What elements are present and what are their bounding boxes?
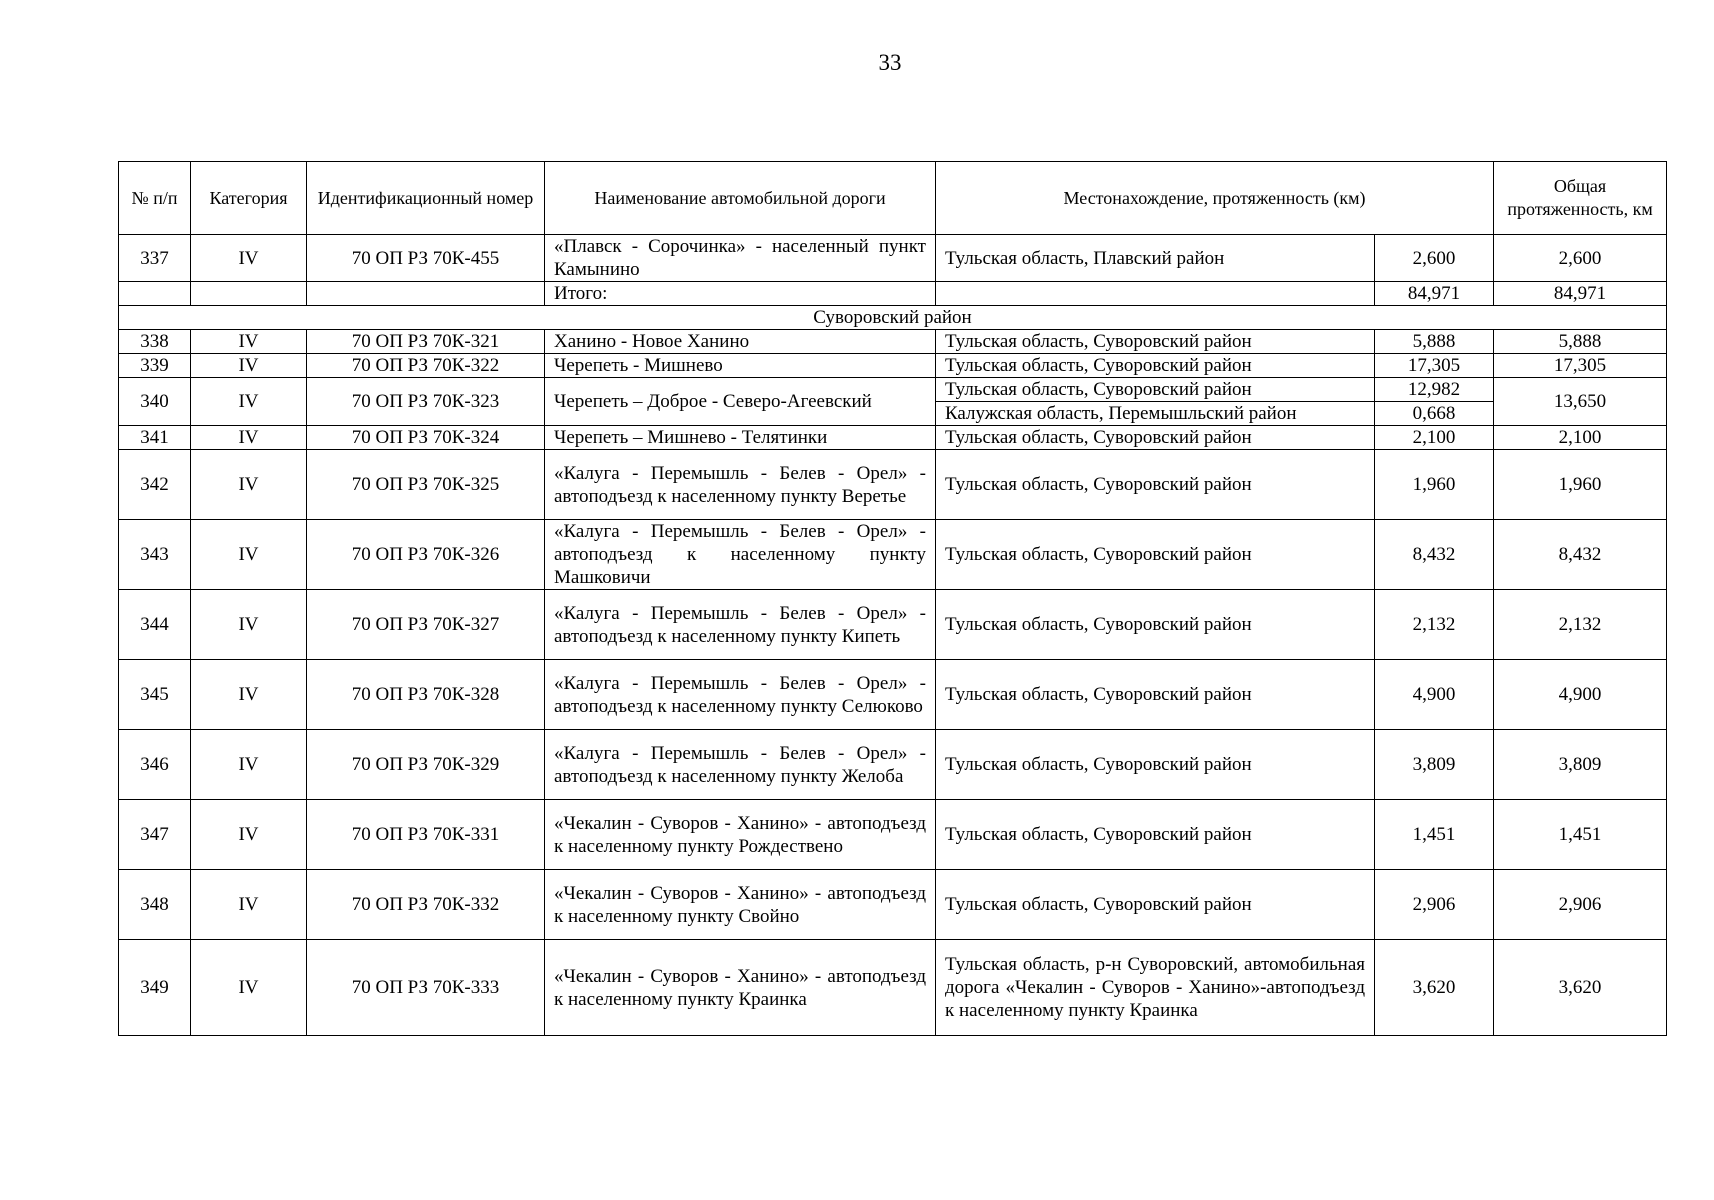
cell-category: IV [191,660,307,730]
cell-id: 70 ОП РЗ 70К-331 [307,800,545,870]
cell-category: IV [191,235,307,282]
cell-length: 1,451 [1375,800,1494,870]
cell-length: 5,888 [1375,330,1494,354]
cell-category: IV [191,426,307,450]
table-row [119,800,1667,870]
subtotal-label: Итого: [545,282,936,306]
cell-name: Ханино - Новое Ханино [545,330,936,354]
cell-name: «Калуга - Перемышль - Белев - Орел» - автоподъезд к населенному пункту Кипеть [545,590,936,660]
table-row [119,660,1667,730]
table-row [119,450,1667,520]
cell-total: 13,650 [1494,378,1667,426]
cell-length: 0,668 [1375,402,1494,426]
cell-name: «Калуга - Перемышль - Белев - Орел» - автоподъезд к населенному пункту Машковичи [545,520,936,590]
cell-category: IV [191,450,307,520]
table-row [119,354,1667,378]
cell-length: 3,809 [1375,730,1494,800]
cell-name: «Чекалин - Суворов - Ханино» - автоподъезд к населенному пункту Краинка [545,940,936,1036]
cell-num: 339 [119,354,191,378]
cell-category: IV [191,800,307,870]
cell-id: 70 ОП РЗ 70К-323 [307,378,545,426]
cell-id: 70 ОП РЗ 70К-325 [307,450,545,520]
subtotal-length: 84,971 [1375,282,1494,306]
cell-location: Тульская область, Суворовский район [936,590,1375,660]
cell-id: 70 ОП РЗ 70К-327 [307,590,545,660]
cell-empty [936,282,1375,306]
cell-location: Тульская область, Суворовский район [936,354,1375,378]
cell-total: 4,900 [1494,660,1667,730]
cell-category: IV [191,354,307,378]
cell-location: Тульская область, Суворовский район [936,870,1375,940]
cell-total: 2,132 [1494,590,1667,660]
cell-name: «Чекалин - Суворов - Ханино» - автоподъезд к населенному пункту Свойно [545,870,936,940]
header-total: Общая протяженность, км [1494,162,1667,235]
cell-total: 17,305 [1494,354,1667,378]
cell-total: 1,451 [1494,800,1667,870]
cell-category: IV [191,590,307,660]
section-row [119,306,1667,330]
cell-location: Тульская область, Суворовский район [936,800,1375,870]
cell-num: 349 [119,940,191,1036]
table-row [119,730,1667,800]
cell-total: 2,100 [1494,426,1667,450]
subtotal-total: 84,971 [1494,282,1667,306]
cell-location: Тульская область, Суворовский район [936,520,1375,590]
cell-location: Тульская область, Плавский район [936,235,1375,282]
cell-num: 338 [119,330,191,354]
header-category: Категория [191,162,307,235]
cell-id: 70 ОП РЗ 70К-326 [307,520,545,590]
table-row [119,520,1667,590]
cell-name: Черепеть – Доброе - Северо-Агеевский [545,378,936,426]
cell-location: Калужская область, Перемышльский район [936,402,1375,426]
cell-num: 347 [119,800,191,870]
table-row [119,870,1667,940]
cell-id: 70 ОП РЗ 70К-328 [307,660,545,730]
cell-num: 346 [119,730,191,800]
cell-total: 3,809 [1494,730,1667,800]
table-row [119,235,1667,282]
cell-length: 17,305 [1375,354,1494,378]
cell-id: 70 ОП РЗ 70К-333 [307,940,545,1036]
cell-total: 2,600 [1494,235,1667,282]
cell-name: Черепеть - Мишнево [545,354,936,378]
cell-id: 70 ОП РЗ 70К-329 [307,730,545,800]
cell-name: «Чекалин - Суворов - Ханино» - автоподъезд к населенному пункту Рождествено [545,800,936,870]
subtotal-row [119,282,1667,306]
table-row [119,426,1667,450]
cell-empty [191,282,307,306]
cell-id: 70 ОП РЗ 70К-324 [307,426,545,450]
header-num: № п/п [119,162,191,235]
cell-category: IV [191,730,307,800]
cell-category: IV [191,520,307,590]
cell-total: 5,888 [1494,330,1667,354]
header-location: Местонахождение, протяженность (км) [936,162,1494,235]
cell-location: Тульская область, Суворовский район [936,330,1375,354]
cell-name: «Калуга - Перемышль - Белев - Орел» - автоподъезд к населенному пункту Желоба [545,730,936,800]
cell-name: «Калуга - Перемышль - Белев - Орел» - автоподъезд к населенному пункту Веретье [545,450,936,520]
cell-name: «Калуга - Перемышль - Белев - Орел» - автоподъезд к населенному пункту Селюково [545,660,936,730]
page-number: 33 [878,50,902,75]
cell-id: 70 ОП РЗ 70К-332 [307,870,545,940]
cell-num: 344 [119,590,191,660]
cell-category: IV [191,378,307,426]
cell-length: 3,620 [1375,940,1494,1036]
cell-location: Тульская область, Суворовский район [936,426,1375,450]
cell-id: 70 ОП РЗ 70К-322 [307,354,545,378]
table-row [119,330,1667,354]
cell-length: 12,982 [1375,378,1494,402]
cell-total: 2,906 [1494,870,1667,940]
cell-length: 2,906 [1375,870,1494,940]
cell-id: 70 ОП РЗ 70К-321 [307,330,545,354]
cell-location: Тульская область, Суворовский район [936,660,1375,730]
cell-total: 1,960 [1494,450,1667,520]
cell-location: Тульская область, Суворовский район [936,730,1375,800]
cell-id: 70 ОП РЗ 70К-455 [307,235,545,282]
cell-length: 2,132 [1375,590,1494,660]
cell-empty [119,282,191,306]
cell-location: Тульская область, р-н Суворовский, автомобильная дорога «Чекалин - Суворов - Ханино»-автоподъезд к населенному пункту Краинка [936,940,1375,1036]
cell-name: «Плавск - Сорочинка» - населенный пункт Камынино [545,235,936,282]
cell-total: 3,620 [1494,940,1667,1036]
table-row [119,940,1667,1036]
cell-num: 341 [119,426,191,450]
cell-length: 4,900 [1375,660,1494,730]
cell-length: 8,432 [1375,520,1494,590]
cell-total: 8,432 [1494,520,1667,590]
table-row [119,378,1667,402]
table-row [119,590,1667,660]
header-name: Наименование автомобильной дороги [545,162,936,235]
cell-num: 340 [119,378,191,426]
cell-num: 343 [119,520,191,590]
cell-num: 342 [119,450,191,520]
cell-category: IV [191,940,307,1036]
cell-length: 1,960 [1375,450,1494,520]
section-title: Суворовский район [119,306,1667,330]
cell-num: 348 [119,870,191,940]
cell-category: IV [191,330,307,354]
cell-name: Черепеть – Мишнево - Телятинки [545,426,936,450]
cell-num: 345 [119,660,191,730]
cell-length: 2,600 [1375,235,1494,282]
cell-location: Тульская область, Суворовский район [936,378,1375,402]
cell-num: 337 [119,235,191,282]
header-id: Идентификационный номер [307,162,545,235]
cell-location: Тульская область, Суворовский район [936,450,1375,520]
road-registry-table [118,161,1667,1036]
cell-empty [307,282,545,306]
cell-category: IV [191,870,307,940]
cell-length: 2,100 [1375,426,1494,450]
table-header-row [119,162,1667,235]
